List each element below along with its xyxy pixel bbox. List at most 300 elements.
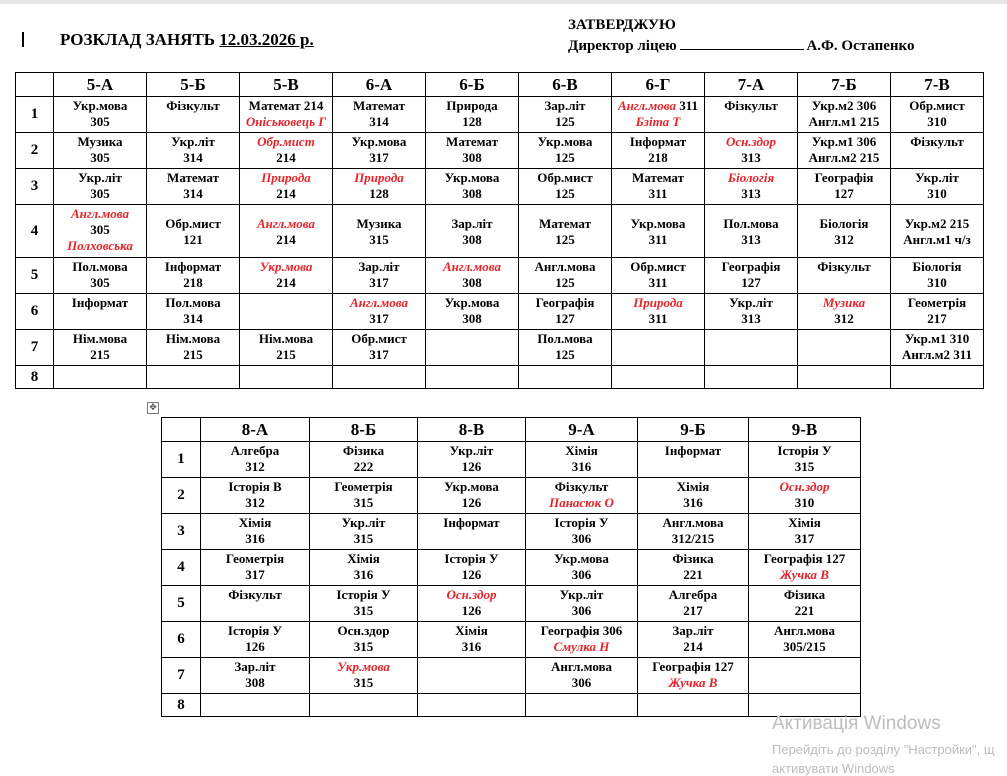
- lesson-number: 2: [162, 478, 201, 514]
- lesson-line: Укр.мова: [537, 134, 593, 149]
- lesson-line: Інформат: [629, 134, 687, 149]
- teacher-note: Англ.мова: [256, 215, 316, 231]
- lesson-cell[interactable]: [638, 658, 749, 694]
- lesson-cell[interactable]: [54, 133, 147, 169]
- lesson-cell[interactable]: [612, 330, 705, 366]
- lesson-line: 316: [353, 567, 374, 582]
- lesson-cell[interactable]: [519, 133, 612, 169]
- top-border: [0, 0, 1007, 4]
- lesson-line: 317: [369, 275, 389, 290]
- lesson-row: [162, 478, 861, 514]
- lesson-cell[interactable]: [240, 294, 333, 330]
- lesson-cell[interactable]: [526, 622, 638, 658]
- lesson-line: Укр.м2 215: [904, 215, 970, 231]
- lesson-cell[interactable]: [147, 205, 240, 258]
- lesson-line: 313: [741, 150, 761, 165]
- lesson-number: 6: [16, 294, 54, 330]
- lesson-cell[interactable]: [201, 478, 310, 514]
- lesson-cell[interactable]: [333, 133, 426, 169]
- lesson-line: Алгебра: [230, 443, 280, 458]
- class-header: 7-А: [705, 73, 798, 97]
- lesson-cell[interactable]: [201, 550, 310, 586]
- lesson-cell[interactable]: [333, 205, 426, 258]
- lesson-cell[interactable]: [310, 622, 418, 658]
- lesson-cell[interactable]: [426, 366, 519, 389]
- lesson-cell[interactable]: [201, 658, 310, 694]
- class-header: 5-Б: [147, 73, 240, 97]
- lesson-line: 315: [794, 459, 815, 474]
- lesson-number: 1: [162, 442, 201, 478]
- lesson-line: Укр.мова: [444, 479, 499, 494]
- teacher-note: Панасюк О: [549, 495, 614, 510]
- lesson-cell[interactable]: [798, 294, 891, 330]
- lesson-row: [162, 694, 861, 717]
- lesson-number: 3: [16, 169, 54, 205]
- lesson-cell[interactable]: [418, 550, 526, 586]
- lesson-cell[interactable]: [705, 205, 798, 258]
- class-header: 6-Г: [612, 73, 705, 97]
- lesson-cell[interactable]: [240, 258, 333, 294]
- lesson-line: 125: [555, 275, 575, 290]
- lesson-cell[interactable]: [333, 366, 426, 389]
- schedule-title: [60, 30, 314, 50]
- lesson-cell[interactable]: [638, 694, 749, 717]
- teacher-note: Оніськовець Г: [245, 114, 327, 129]
- lesson-cell[interactable]: [54, 205, 147, 258]
- lesson-cell[interactable]: [526, 586, 638, 622]
- lesson-line: 215: [90, 347, 110, 362]
- teacher-note: Жучка В: [668, 675, 718, 690]
- lesson-line: 214: [276, 150, 296, 165]
- lesson-cell[interactable]: [638, 514, 749, 550]
- lesson-line: 125: [555, 150, 575, 165]
- lesson-cell[interactable]: [240, 133, 333, 169]
- lesson-line: 314: [369, 114, 389, 129]
- lesson-cell[interactable]: [418, 442, 526, 478]
- lesson-line: Географія 127: [652, 659, 734, 674]
- lesson-line: Географія: [721, 259, 781, 274]
- lesson-cell[interactable]: [426, 258, 519, 294]
- lesson-cell[interactable]: [705, 97, 798, 133]
- lesson-cell[interactable]: [798, 366, 891, 389]
- lesson-line: 305: [90, 186, 110, 201]
- lesson-cell[interactable]: [201, 586, 310, 622]
- lesson-line: [612, 98, 704, 114]
- lesson-line: Укр.мова: [554, 551, 609, 566]
- lesson-cell[interactable]: [612, 294, 705, 330]
- teacher-note: Осн.здор: [779, 479, 830, 494]
- lesson-line: Історія У: [554, 515, 609, 530]
- class-header: 7-В: [891, 73, 984, 97]
- lesson-number: 1: [16, 97, 54, 133]
- lesson-line: 313: [741, 186, 761, 201]
- lesson-line: Математ 214: [248, 98, 324, 113]
- lesson-row: [16, 97, 984, 133]
- lesson-cell[interactable]: [147, 133, 240, 169]
- lesson-cell[interactable]: [426, 169, 519, 205]
- lesson-line: 315: [353, 531, 374, 546]
- lesson-line: Пол.мова: [537, 331, 593, 346]
- lesson-cell[interactable]: [638, 550, 749, 586]
- lesson-row: [16, 366, 984, 389]
- teacher-note: Укр.мова: [259, 259, 313, 274]
- lesson-line: Хімія: [238, 515, 272, 530]
- lesson-cell[interactable]: [749, 586, 861, 622]
- lesson-line: 317: [369, 347, 389, 362]
- lesson-cell[interactable]: [612, 97, 705, 133]
- lesson-line: 306: [571, 675, 592, 690]
- lesson-cell[interactable]: [147, 366, 240, 389]
- lesson-row: [16, 133, 984, 169]
- lesson-cell[interactable]: [310, 586, 418, 622]
- lesson-cell[interactable]: [705, 330, 798, 366]
- lesson-cell[interactable]: [426, 133, 519, 169]
- lesson-line: Географія 306: [540, 623, 623, 638]
- lesson-line: 315: [353, 495, 374, 510]
- lesson-line: 127: [741, 275, 761, 290]
- lesson-cell[interactable]: [526, 658, 638, 694]
- lesson-line: Фізкульт: [554, 479, 609, 494]
- lesson-line: 312: [834, 311, 854, 326]
- lesson-line: Математ: [539, 215, 591, 231]
- lesson-line: 214: [276, 186, 296, 201]
- lesson-cell[interactable]: [612, 258, 705, 294]
- lesson-line: 310: [927, 275, 947, 290]
- lesson-line: 306: [571, 603, 592, 618]
- lesson-cell[interactable]: [519, 97, 612, 133]
- lesson-cell[interactable]: [526, 478, 638, 514]
- schedule-date: 12.03.2026 р.: [219, 30, 314, 49]
- lesson-cell[interactable]: [612, 205, 705, 258]
- lesson-line: Математ: [167, 170, 219, 185]
- lesson-cell[interactable]: [54, 366, 147, 389]
- lesson-line: Нім.мова: [258, 331, 314, 346]
- lesson-line: 127: [834, 186, 854, 201]
- lesson-cell[interactable]: [54, 97, 147, 133]
- lesson-cell[interactable]: [310, 514, 418, 550]
- lesson-line: 308: [462, 311, 482, 326]
- lesson-cell[interactable]: [54, 169, 147, 205]
- lesson-cell[interactable]: [526, 514, 638, 550]
- lesson-line: Біологія: [912, 259, 962, 274]
- lesson-cell[interactable]: [526, 694, 638, 717]
- lesson-cell[interactable]: [891, 330, 984, 366]
- lesson-cell[interactable]: [705, 366, 798, 389]
- lesson-cell[interactable]: [891, 133, 984, 169]
- lesson-cell[interactable]: [147, 330, 240, 366]
- lesson-line: Фізика: [783, 587, 826, 602]
- lesson-cell[interactable]: [418, 694, 526, 717]
- lesson-line: 126: [245, 639, 265, 654]
- lesson-cell[interactable]: [749, 478, 861, 514]
- lesson-cell[interactable]: [519, 205, 612, 258]
- lesson-row: [162, 442, 861, 478]
- lesson-cell[interactable]: [519, 366, 612, 389]
- lesson-line: Хімія: [455, 623, 488, 638]
- class-header: 9-Б: [638, 418, 749, 442]
- lesson-line: 121: [183, 231, 203, 247]
- lesson-cell[interactable]: [240, 330, 333, 366]
- lesson-cell[interactable]: [418, 658, 526, 694]
- lesson-line: Геометрія: [225, 551, 285, 566]
- lesson-line: 125: [555, 347, 575, 362]
- lesson-line: Укр.м1 310: [904, 331, 970, 346]
- lesson-line: 126: [461, 459, 482, 474]
- lesson-line: Географія: [814, 170, 874, 185]
- lesson-line: Укр.літ: [449, 443, 494, 458]
- lesson-cell[interactable]: [333, 330, 426, 366]
- lesson-line: 317: [369, 150, 389, 165]
- lesson-line: Укр.мова: [444, 295, 500, 310]
- activation-line1: Перейдіть до розділу "Настройки", щ: [772, 742, 995, 757]
- lesson-line: Біологія: [819, 215, 869, 231]
- lesson-line: 308: [462, 186, 482, 201]
- lesson-cell[interactable]: [240, 205, 333, 258]
- lesson-cell[interactable]: [310, 478, 418, 514]
- lesson-cell[interactable]: [54, 294, 147, 330]
- signature-line: [680, 37, 804, 50]
- lesson-cell[interactable]: [638, 586, 749, 622]
- lesson-line: Історія У: [227, 623, 283, 638]
- lesson-cell[interactable]: [891, 169, 984, 205]
- lesson-cell[interactable]: [333, 294, 426, 330]
- lesson-cell[interactable]: [426, 97, 519, 133]
- lesson-line: 310: [794, 495, 815, 510]
- lesson-line: 308: [462, 231, 482, 247]
- lesson-cell[interactable]: [749, 442, 861, 478]
- lesson-cell[interactable]: [526, 442, 638, 478]
- lesson-cell[interactable]: [418, 622, 526, 658]
- lesson-cell[interactable]: [519, 258, 612, 294]
- lesson-row: [162, 586, 861, 622]
- lesson-line: 305: [90, 114, 110, 129]
- teacher-note: Обр.мист: [257, 134, 315, 149]
- lesson-cell[interactable]: [310, 550, 418, 586]
- lesson-cell[interactable]: [310, 442, 418, 478]
- lesson-cell[interactable]: [891, 205, 984, 258]
- lesson-cell[interactable]: [705, 133, 798, 169]
- lesson-number: 5: [162, 586, 201, 622]
- lesson-cell[interactable]: [891, 366, 984, 389]
- lesson-number: 6: [162, 622, 201, 658]
- lesson-cell[interactable]: [612, 366, 705, 389]
- lesson-line: Англ.м1 ч/з: [903, 231, 971, 247]
- lesson-cell[interactable]: [147, 169, 240, 205]
- lesson-cell[interactable]: [798, 330, 891, 366]
- lesson-cell[interactable]: [147, 294, 240, 330]
- lesson-cell[interactable]: [418, 514, 526, 550]
- lesson-number: 7: [162, 658, 201, 694]
- lesson-row: [16, 294, 984, 330]
- lesson-line: Осн.здор: [337, 623, 390, 638]
- lesson-cell[interactable]: [201, 442, 310, 478]
- lesson-line: 306: [571, 531, 592, 546]
- lesson-cell[interactable]: [749, 550, 861, 586]
- lesson-number: 5: [16, 258, 54, 294]
- lesson-line: 316: [245, 531, 265, 546]
- class-header: 9-А: [526, 418, 638, 442]
- lesson-text: 311: [676, 98, 699, 113]
- lesson-number: 4: [162, 550, 201, 586]
- lesson-cell[interactable]: [749, 514, 861, 550]
- lesson-line: Укр.літ: [171, 134, 215, 149]
- lesson-cell[interactable]: [201, 694, 310, 717]
- lesson-line: 317: [369, 311, 389, 326]
- lesson-cell[interactable]: [891, 97, 984, 133]
- lesson-row: [16, 258, 984, 294]
- lesson-cell[interactable]: [891, 294, 984, 330]
- lesson-line: 126: [461, 603, 482, 618]
- lesson-line: Природа: [446, 98, 498, 113]
- lesson-cell[interactable]: [638, 622, 749, 658]
- class-header: 6-Б: [426, 73, 519, 97]
- lesson-line: Географія 127: [763, 551, 846, 566]
- lesson-cell[interactable]: [638, 442, 749, 478]
- approval-block: [568, 15, 915, 57]
- lesson-line: Англ.мова: [534, 259, 596, 274]
- lesson-cell[interactable]: [798, 205, 891, 258]
- lesson-line: Фізкульт: [228, 587, 282, 602]
- lesson-line: Нім.мова: [165, 331, 221, 346]
- lesson-cell[interactable]: [526, 550, 638, 586]
- windows-activation-watermark: [772, 713, 995, 776]
- lesson-cell[interactable]: [612, 133, 705, 169]
- lesson-cell[interactable]: [705, 169, 798, 205]
- lesson-cell[interactable]: [426, 294, 519, 330]
- lesson-number: 8: [16, 366, 54, 389]
- lesson-line: 215: [183, 347, 203, 362]
- lesson-line: Зар.літ: [672, 623, 714, 638]
- lesson-cell[interactable]: [333, 97, 426, 133]
- lesson-cell[interactable]: [310, 658, 418, 694]
- lesson-line: Пол.мова: [723, 215, 779, 231]
- lesson-number: 3: [162, 514, 201, 550]
- teacher-note: Природа: [354, 170, 404, 185]
- lesson-line: 313: [741, 311, 761, 326]
- teacher-note: Полховська: [67, 238, 133, 253]
- teacher-note: Природа: [633, 295, 683, 310]
- lesson-cell[interactable]: [519, 330, 612, 366]
- lesson-line: Пол.мова: [165, 295, 221, 310]
- lesson-cell[interactable]: [426, 205, 519, 258]
- lesson-cell[interactable]: [240, 97, 333, 133]
- lesson-line: Геометрія: [907, 295, 967, 310]
- lesson-line: Фізкульт: [166, 98, 220, 113]
- lesson-line: Англ.м1 215: [808, 114, 880, 129]
- lesson-line: Історія У: [336, 587, 391, 602]
- lesson-line: 316: [571, 459, 592, 474]
- schedule-table-8-9: [161, 417, 861, 717]
- lesson-cell[interactable]: [147, 97, 240, 133]
- lesson-line: Укр.літ: [729, 295, 773, 310]
- lesson-cell[interactable]: [240, 366, 333, 389]
- lesson-line: Укр.м1 306: [811, 134, 877, 149]
- title-prefix: РОЗКЛАД ЗАНЯТЬ: [60, 30, 216, 49]
- lesson-cell[interactable]: [201, 622, 310, 658]
- teacher-note: Англ.мова: [70, 206, 130, 221]
- lesson-cell[interactable]: [798, 97, 891, 133]
- lesson-cell[interactable]: [705, 258, 798, 294]
- lesson-cell[interactable]: [333, 258, 426, 294]
- lesson-line: 315: [353, 603, 374, 618]
- lesson-line: Укр.мова: [630, 215, 686, 231]
- lesson-cell[interactable]: [891, 258, 984, 294]
- teacher-note: Укр.мова: [337, 659, 390, 674]
- lesson-number: 2: [16, 133, 54, 169]
- lesson-line: Англ.мова: [773, 623, 836, 638]
- class-header: 8-Б: [310, 418, 418, 442]
- lesson-line: Математ: [446, 134, 498, 149]
- lesson-cell[interactable]: [418, 586, 526, 622]
- lesson-cell[interactable]: [310, 694, 418, 717]
- director-label: Директор ліцею: [568, 38, 677, 54]
- lesson-line: 311: [648, 231, 668, 247]
- lesson-cell[interactable]: [54, 330, 147, 366]
- lesson-cell[interactable]: [798, 258, 891, 294]
- lesson-line: Укр.м2 306: [811, 98, 877, 113]
- lesson-line: 308: [462, 150, 482, 165]
- lesson-line: 126: [461, 495, 482, 510]
- lesson-cell[interactable]: [749, 658, 861, 694]
- lesson-line: Укр.літ: [915, 170, 959, 185]
- lesson-cell[interactable]: [418, 478, 526, 514]
- lesson-cell[interactable]: [426, 330, 519, 366]
- lesson-row: [16, 205, 984, 258]
- lesson-cell[interactable]: [54, 258, 147, 294]
- lesson-cell[interactable]: [749, 622, 861, 658]
- lesson-cell[interactable]: [638, 478, 749, 514]
- class-header: 9-В: [749, 418, 861, 442]
- lesson-cell[interactable]: [705, 294, 798, 330]
- lesson-line: 311: [648, 275, 668, 290]
- lesson-cell[interactable]: [612, 169, 705, 205]
- lesson-line: Зар.літ: [358, 259, 400, 274]
- lesson-cell[interactable]: [333, 169, 426, 205]
- lesson-row: [162, 658, 861, 694]
- lesson-line: 311: [648, 186, 668, 201]
- lesson-line: Інформат: [443, 515, 500, 530]
- teacher-note: Біологія: [727, 170, 775, 185]
- teacher-note: Музика: [822, 295, 866, 310]
- lesson-line: 221: [683, 567, 703, 582]
- teacher-note: Англ.мова: [617, 98, 676, 113]
- text-cursor: [22, 32, 24, 47]
- lesson-cell[interactable]: [147, 258, 240, 294]
- table-move-handle-icon[interactable]: ✥: [147, 402, 159, 414]
- lesson-cell[interactable]: [240, 169, 333, 205]
- lesson-line: Обр.мист: [351, 331, 407, 346]
- lesson-line: 314: [183, 150, 203, 165]
- class-header: 7-Б: [798, 73, 891, 97]
- lesson-line: 315: [353, 675, 374, 690]
- lesson-line: Обр.мист: [165, 215, 221, 231]
- lesson-line: Інформат: [664, 443, 722, 458]
- lesson-cell[interactable]: [201, 514, 310, 550]
- lesson-line: Англ.м2 311: [901, 347, 973, 362]
- lesson-line: Хімія: [347, 551, 380, 566]
- lesson-cell[interactable]: [798, 133, 891, 169]
- lesson-line: 218: [183, 275, 203, 290]
- lesson-line: 308: [245, 675, 265, 690]
- lesson-line: Історія В: [228, 479, 282, 494]
- lesson-line: 312: [245, 495, 265, 510]
- lesson-line: 310: [927, 114, 947, 129]
- lesson-cell[interactable]: [519, 169, 612, 205]
- lesson-cell[interactable]: [519, 294, 612, 330]
- lesson-line: Географія: [535, 295, 595, 310]
- corner-cell: [162, 418, 201, 442]
- lesson-cell[interactable]: [798, 169, 891, 205]
